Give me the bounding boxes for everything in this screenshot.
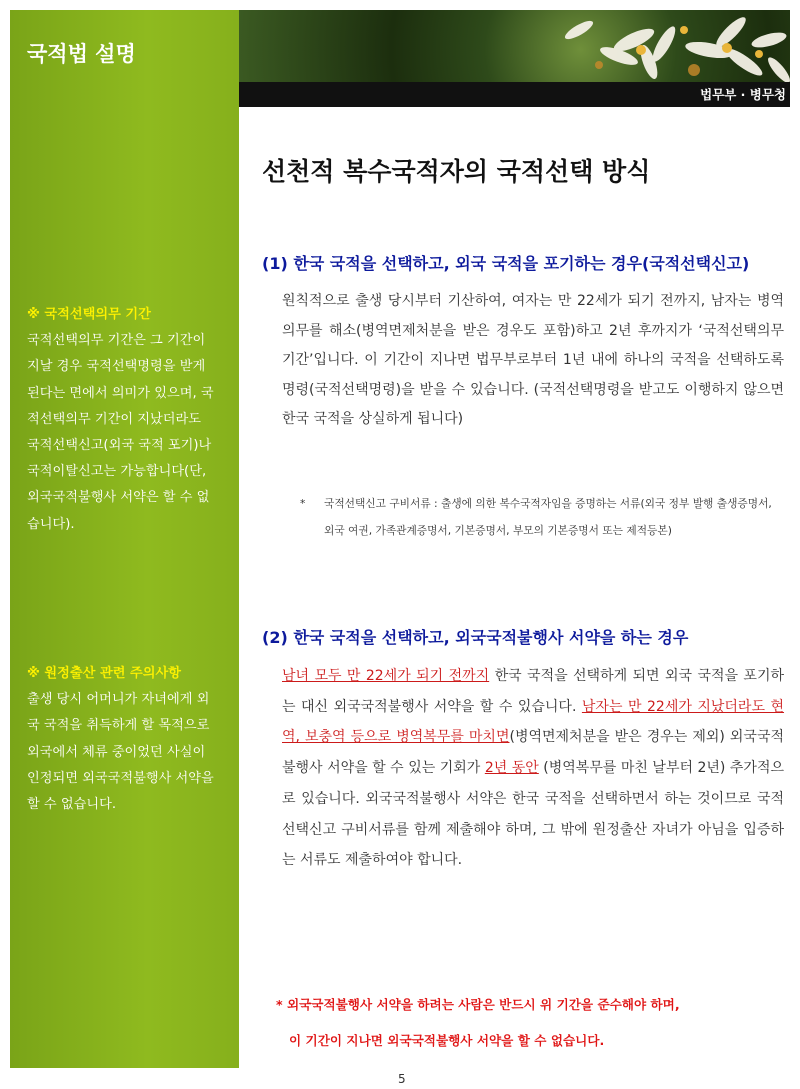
page-title: 선천적 복수국적자의 국적선택 방식 — [262, 157, 651, 186]
sidebar — [10, 10, 239, 1068]
flower-image — [239, 10, 790, 82]
sidebar-title: 국적법 설명 — [27, 42, 136, 66]
section2-text-1: 한국 국적을 선택하게 되면 외국 국적을 포기하는 대신 외국국적불행사 서약을 할 수 있습니다. — [282, 668, 785, 715]
sidebar-note-heading: ※ 원정출산 관련 주의사항 — [27, 666, 181, 681]
section1-body-text: 원칙적으로 출생 당시부터 기산하여, 여자는 만 22세가 되기 전까지, 남자는 병역의무를 해소(병역면제처분을 받은 경우도 포함)하고 2년 후까지가 ‘국적선택의무 기간’입니다. 이 기간이 지나면 법무부로부터 1년 내에 하나의 국적을 선택하도록 명령(국적선택명령)을 받을 수 있습니다. (국적선택명령을 받고도 이행하지 않으면 한국 국적을 상실하게 됩니다) — [282, 293, 784, 428]
section1-document-note — [300, 491, 784, 544]
section2-text-3: (병역복무를 마친 날부터 2년) 추가적으로 있습니다. 외국국적불행사 서약은 한국 국적을 선택하면서 하는 것이므로 국적선택신고 구비서류를 함께 제출해야 하며, 그 밖에 원정출산 자녀가 아님을 입증하는 서류도 제출하여야 합니다. — [282, 760, 784, 869]
highlight-military-service: 남자는 만 22세가 지났더라도 현역, 보충역 등으로 병역복무를 마치면 — [282, 698, 785, 746]
highlight-two-years: 2년 동안 — [484, 760, 539, 777]
sidebar-note-selection-period — [27, 302, 215, 538]
header-flower-banner — [239, 10, 790, 82]
section1-body — [282, 287, 784, 435]
section-heading-1: (1) 한국 국적을 선택하고, 외국 국적을 포기하는 경우(국적선택신고) — [262, 254, 750, 273]
section2-body — [282, 661, 784, 876]
sidebar-note-text: 국적선택의무 기간은 그 기간이 지날 경우 국적선택명령을 받게 된다는 면에서 의미가 있으며, 국적선택의무 기간이 지났더라도 국적선택신고(외국 국적 포기)나 국적이탈신고는 가능합니다(단, 외국국적불행사 서약은 할 수 없습니다). — [27, 333, 214, 532]
note-marker: * — [300, 497, 306, 510]
highlight-age-deadline: 남녀 모두 만 22세가 되기 전까지 — [282, 668, 490, 684]
section2-text-2: (병역면제처분을 받은 경우는 제외) 외국국적불행사 서약을 할 수 있는 기회가 — [282, 729, 784, 777]
sidebar-note-birth-tourism — [27, 661, 215, 818]
note-text: 국적선택신고 구비서류 : 출생에 의한 복수국적자임을 증명하는 서류(외국 정부 발행 출생증명서, 외국 여권, 가족관계증명서, 기본증명서, 부모의 기본증명서 또는 제적등본) — [324, 497, 772, 537]
section-heading-2: (2) 한국 국적을 선택하고, 외국국적불행사 서약을 하는 경우 — [262, 628, 689, 647]
page-number: 5 — [398, 1072, 406, 1086]
warning-line-1: * 외국국적불행사 서약을 하려는 사람은 반드시 위 기간을 준수해야 하며, — [276, 997, 680, 1012]
sidebar-note-heading: ※ 국적선택의무 기간 — [27, 307, 151, 322]
warning-line-2: 이 기간이 지나면 외국국적불행사 서약을 할 수 없습니다. — [289, 1033, 605, 1048]
sidebar-note-text: 출생 당시 어머니가 자녀에게 외국 국적을 취득하게 할 목적으로 외국에서 체류 중이었던 사실이 인정되면 외국국적불행사 서약을 할 수 없습니다. — [27, 692, 214, 813]
ministry-label: 법무부 · 병무청 — [239, 82, 790, 107]
